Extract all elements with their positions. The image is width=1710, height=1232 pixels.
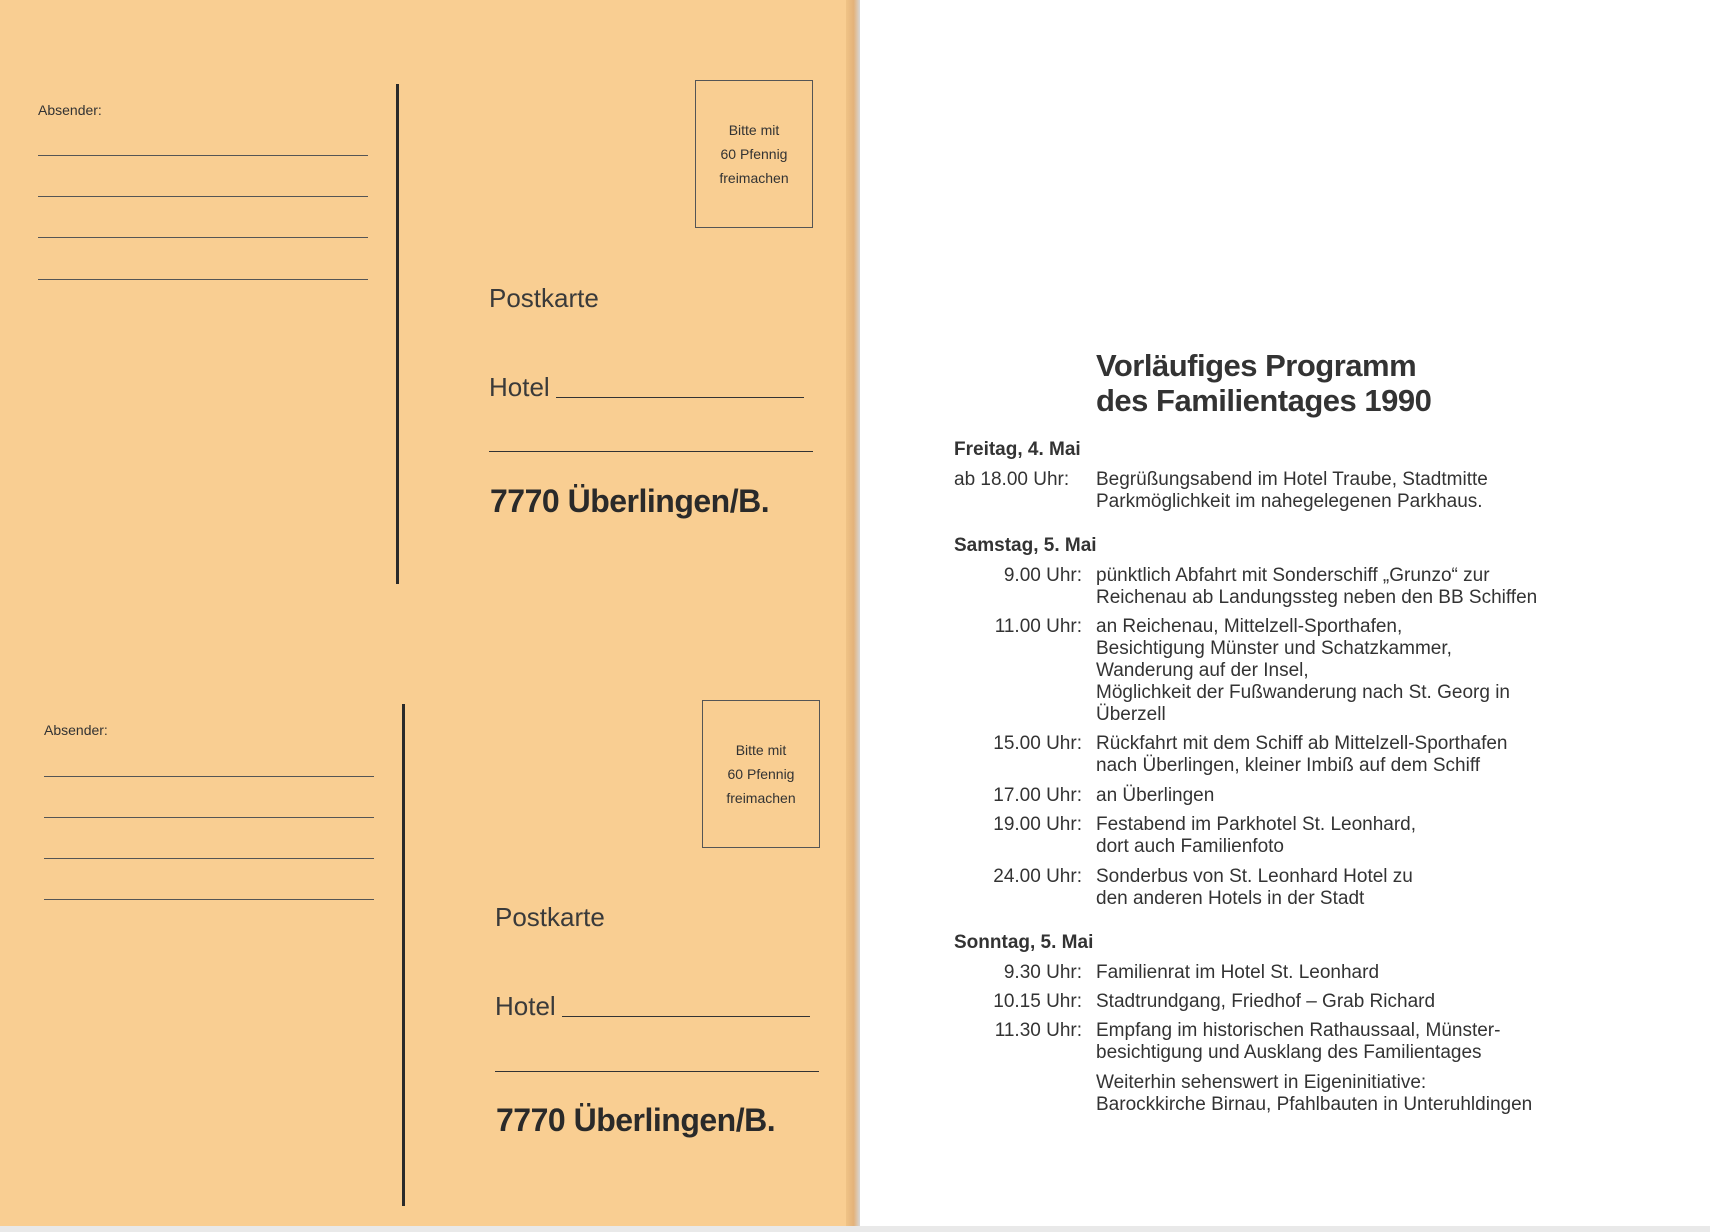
entry-line: den anderen Hotels in der Stadt: [1096, 888, 1365, 909]
entry-line: Besichtigung Münster und Schatzkammer,: [1096, 638, 1452, 659]
entry-line: pünktlich Abfahrt mit Sonderschiff „Grunzo“ zur: [1096, 565, 1490, 586]
entry-line: dort auch Familienfoto: [1096, 836, 1284, 857]
entry-description: [1096, 1020, 1500, 1064]
entry-line: Reichenau ab Landungssteg neben den BB Schiffen: [1096, 587, 1538, 608]
stamp-text: freimachen: [726, 790, 796, 806]
address-line: [495, 1071, 819, 1072]
entry-description: [1096, 866, 1413, 910]
sender-line: [38, 155, 368, 156]
program-title-line: des Familientages 1990: [1096, 383, 1432, 418]
day-heading: Samstag, 5. Mai: [954, 535, 1097, 556]
sender-line: [38, 279, 368, 280]
entry-line: an Überlingen: [1096, 785, 1215, 806]
hotel-label: Hotel: [489, 372, 550, 402]
entry-description: [1096, 469, 1488, 513]
entry-line: Überzell: [1096, 704, 1166, 725]
day-heading: Freitag, 4. Mai: [954, 439, 1081, 460]
entry-line: Möglichkeit der Fußwanderung nach St. Georg in: [1096, 682, 1510, 703]
postcard-divider: [402, 704, 405, 1206]
entry-line: besichtigung und Ausklang des Familientages: [1096, 1042, 1482, 1063]
entry-time: 24.00 Uhr:: [993, 866, 1082, 887]
program-title: [1096, 348, 1431, 418]
entry-line: Stadtrundgang, Friedhof – Grab Richard: [1096, 991, 1436, 1012]
entry-line: Festabend im Parkhotel St. Leonhard,: [1096, 814, 1417, 835]
entry-time: 9.00 Uhr:: [1003, 565, 1082, 586]
hotel-label: Hotel: [495, 991, 556, 1021]
stamp-box: [702, 700, 820, 848]
city-address: 7770 Überlingen/B.: [496, 1102, 776, 1138]
sender-line: [44, 858, 374, 859]
page-fold: [846, 0, 860, 1232]
program-title-line: Vorläufiges Programm: [1096, 348, 1417, 383]
stamp-text: 60 Pfennig: [720, 146, 788, 162]
entry-description: [1096, 1072, 1532, 1116]
stamp-text: 60 Pfennig: [727, 766, 795, 782]
entry-description: [1096, 991, 1435, 1013]
sender-line: [44, 899, 374, 900]
sender-line: [38, 237, 368, 238]
entry-line: Familienrat im Hotel St. Leonhard: [1096, 962, 1380, 983]
entry-time: 9.30 Uhr:: [1003, 962, 1082, 983]
entry-time: 15.00 Uhr:: [993, 733, 1082, 754]
entry-description: [1096, 616, 1510, 726]
entry-line: Rückfahrt mit dem Schiff ab Mittelzell-Sporthafen: [1096, 733, 1508, 754]
entry-time: 19.00 Uhr:: [993, 814, 1082, 835]
sender-line: [44, 776, 374, 777]
entry-description: [1096, 785, 1214, 807]
postkarte-label: Postkarte: [489, 283, 599, 313]
postkarte-label: Postkarte: [495, 902, 605, 932]
hotel-line: [562, 1016, 810, 1017]
entry-line: Sonderbus von St. Leonhard Hotel zu: [1096, 866, 1413, 887]
absender-label: Absender:: [38, 102, 102, 118]
entry-line: an Reichenau, Mittelzell-Sporthafen,: [1096, 616, 1403, 637]
entry-line: Wanderung auf der Insel,: [1096, 660, 1309, 681]
hotel-field: [489, 372, 804, 403]
entry-description: [1096, 814, 1416, 858]
hotel-line: [556, 397, 804, 398]
entry-time: 11.00 Uhr:: [994, 616, 1082, 637]
entry-description: [1096, 565, 1537, 609]
city-address: 7770 Überlingen/B.: [490, 483, 770, 519]
stamp-text: Bitte mit: [735, 742, 787, 758]
hotel-field: [495, 991, 810, 1022]
entry-time: 17.00 Uhr:: [993, 785, 1082, 806]
entry-time: 11.30 Uhr:: [994, 1020, 1082, 1041]
entry-line: Empfang im historischen Rathaussaal, Münster-: [1096, 1020, 1501, 1041]
entry-time: ab 18.00 Uhr:: [954, 469, 1070, 490]
stamp-box: [695, 80, 813, 228]
entry-description: [1096, 733, 1508, 777]
stamp-text: Bitte mit: [728, 122, 780, 138]
entry-line: Begrüßungsabend im Hotel Traube, Stadtmitte: [1096, 469, 1488, 490]
sender-line: [44, 817, 374, 818]
entry-time: 10.15 Uhr:: [993, 991, 1082, 1012]
entry-description: [1096, 962, 1379, 984]
absender-label: Absender:: [44, 722, 108, 738]
address-line: [489, 451, 813, 452]
entry-line: Parkmöglichkeit im nahegelegenen Parkhaus.: [1096, 491, 1483, 512]
entry-line: Weiterhin sehenswert in Eigeninitiative:: [1096, 1072, 1427, 1093]
sender-line: [38, 196, 368, 197]
entry-line: nach Überlingen, kleiner Imbiß auf dem Schiff: [1096, 755, 1481, 776]
day-heading: Sonntag, 5. Mai: [954, 932, 1094, 953]
scan-edge: [0, 1226, 1710, 1232]
stamp-text: freimachen: [719, 170, 789, 186]
postcard-divider: [396, 84, 399, 584]
entry-line: Barockkirche Birnau, Pfahlbauten in Unteruhldingen: [1096, 1094, 1533, 1115]
